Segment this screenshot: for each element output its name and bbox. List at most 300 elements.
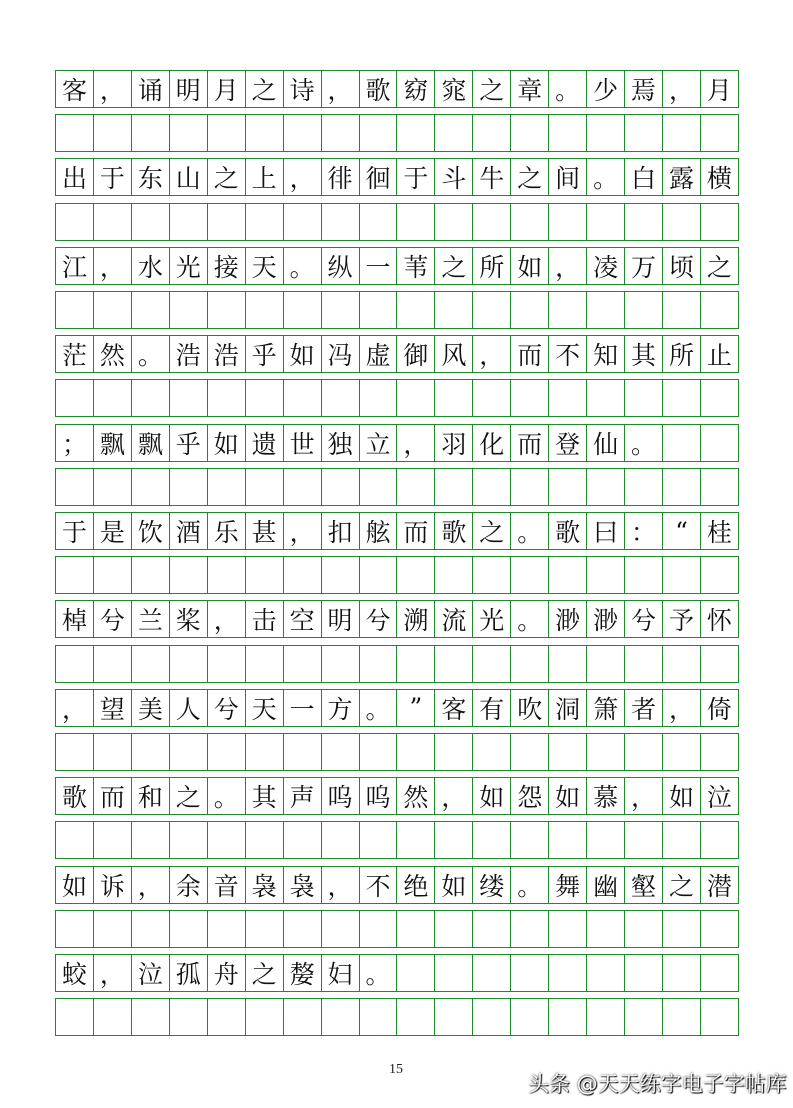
empty-cell <box>625 292 663 328</box>
character-cell: 窈 <box>397 71 435 107</box>
character-cell: 如 <box>208 425 246 461</box>
empty-cell <box>284 115 322 151</box>
empty-cell <box>208 557 246 593</box>
empty-cell <box>360 822 398 858</box>
character-cell: 倚 <box>706 694 732 724</box>
empty-cell <box>94 204 132 240</box>
character-cell: 之 <box>473 513 511 549</box>
character-cell: 之 <box>511 159 549 195</box>
character-cell: 而 <box>397 513 435 549</box>
practice-row <box>55 556 739 594</box>
empty-cell <box>132 822 170 858</box>
empty-cell <box>56 204 94 240</box>
character-cell: ， <box>94 955 132 991</box>
character-cell: 人 <box>170 690 208 726</box>
text-row <box>55 689 739 727</box>
character-cell: 凌 <box>587 248 625 284</box>
practice-row <box>55 645 739 683</box>
character-cell: 化 <box>473 425 511 461</box>
character-cell: 不 <box>360 867 398 903</box>
text-row <box>55 335 739 373</box>
character-cell: 音 <box>208 867 246 903</box>
empty-cell <box>473 380 511 416</box>
character-cell: 接 <box>208 248 246 284</box>
character-cell: “ <box>663 513 701 549</box>
character-cell: 客 <box>435 690 473 726</box>
character-cell: 渺 <box>587 601 625 637</box>
character-cell: 牛 <box>473 159 511 195</box>
character-cell: 。 <box>360 690 398 726</box>
empty-cell <box>56 646 94 682</box>
character-cell: 御 <box>397 336 435 372</box>
empty-cell <box>701 204 738 240</box>
empty-cell <box>132 204 170 240</box>
text-row <box>55 866 739 904</box>
empty-cell <box>94 380 132 416</box>
character-cell: 绝 <box>397 867 435 903</box>
character-cell: 月 <box>208 71 246 107</box>
empty-cell <box>397 380 435 416</box>
empty-cell <box>94 292 132 328</box>
character-cell: 慕 <box>587 778 625 814</box>
character-cell: ， <box>322 867 360 903</box>
character-cell <box>549 955 587 991</box>
empty-cell <box>208 469 246 505</box>
empty-cell <box>132 380 170 416</box>
character-cell: ， <box>208 601 246 637</box>
character-cell: ” <box>397 690 435 726</box>
character-cell: ， <box>625 778 663 814</box>
character-cell: 空 <box>284 601 322 637</box>
empty-cell <box>246 999 284 1035</box>
character-cell: 于 <box>56 513 94 549</box>
character-cell <box>625 955 663 991</box>
empty-cell <box>435 911 473 947</box>
character-cell: ， <box>435 778 473 814</box>
empty-cell <box>56 911 94 947</box>
empty-cell <box>549 734 587 770</box>
character-cell: 嫠 <box>284 955 322 991</box>
character-cell: 白 <box>625 159 663 195</box>
character-cell: 兮 <box>94 601 132 637</box>
empty-cell <box>208 204 246 240</box>
character-cell: ， <box>94 248 132 284</box>
character-cell: 诗 <box>284 71 322 107</box>
empty-cell <box>663 115 701 151</box>
character-cell <box>701 955 738 991</box>
empty-cell <box>284 734 322 770</box>
practice-row <box>55 733 739 771</box>
empty-cell <box>397 822 435 858</box>
empty-cell <box>360 646 398 682</box>
text-row <box>55 424 739 462</box>
character-cell: 露 <box>663 159 701 195</box>
empty-cell <box>170 115 208 151</box>
text-row <box>55 247 739 285</box>
empty-cell <box>511 204 549 240</box>
character-cell: 。 <box>625 425 663 461</box>
empty-cell <box>587 734 625 770</box>
empty-cell <box>284 911 322 947</box>
character-cell: 独 <box>322 425 360 461</box>
character-cell: 世 <box>284 425 322 461</box>
empty-cell <box>170 469 208 505</box>
character-cell: 有 <box>473 690 511 726</box>
empty-cell <box>208 646 246 682</box>
empty-cell <box>56 999 94 1035</box>
character-cell <box>663 425 701 461</box>
empty-cell <box>94 469 132 505</box>
empty-cell <box>587 380 625 416</box>
empty-cell <box>132 911 170 947</box>
character-cell: 纵 <box>322 248 360 284</box>
character-cell: 者 <box>625 690 663 726</box>
character-cell: 是 <box>94 513 132 549</box>
character-cell: 甚 <box>246 513 284 549</box>
empty-cell <box>246 911 284 947</box>
character-cell: 流 <box>435 601 473 637</box>
character-cell: 桂 <box>706 518 732 547</box>
empty-cell <box>397 734 435 770</box>
empty-cell <box>56 115 94 151</box>
character-cell: 其 <box>246 778 284 814</box>
empty-cell <box>397 557 435 593</box>
character-cell: 所 <box>663 336 701 372</box>
empty-cell <box>322 204 360 240</box>
character-cell: ， <box>549 248 587 284</box>
empty-cell <box>132 734 170 770</box>
character-cell: 之 <box>706 252 732 282</box>
empty-cell <box>511 822 549 858</box>
empty-cell <box>701 911 738 947</box>
practice-row <box>55 821 739 859</box>
empty-cell <box>625 557 663 593</box>
empty-cell <box>473 646 511 682</box>
text-row <box>55 512 739 550</box>
character-cell: 焉 <box>625 71 663 107</box>
character-cell: 吹 <box>511 690 549 726</box>
empty-cell <box>701 469 738 505</box>
empty-cell <box>511 911 549 947</box>
empty-cell <box>170 204 208 240</box>
character-cell: 兮 <box>625 601 663 637</box>
empty-cell <box>663 911 701 947</box>
character-cell <box>435 955 473 991</box>
character-cell: 诉 <box>94 867 132 903</box>
empty-cell <box>511 646 549 682</box>
character-cell <box>587 955 625 991</box>
empty-cell <box>435 822 473 858</box>
empty-cell <box>170 822 208 858</box>
character-cell: ， <box>473 336 511 372</box>
empty-cell <box>284 999 322 1035</box>
empty-cell <box>549 380 587 416</box>
character-cell: 歌 <box>435 513 473 549</box>
empty-cell <box>587 292 625 328</box>
character-cell: ， <box>663 690 701 726</box>
character-cell: 一 <box>360 248 398 284</box>
empty-cell <box>322 734 360 770</box>
page-number: 15 <box>389 1062 403 1077</box>
empty-cell <box>360 292 398 328</box>
character-cell: 洞 <box>549 690 587 726</box>
empty-cell <box>701 557 738 593</box>
empty-cell <box>132 469 170 505</box>
character-cell: 天 <box>246 248 284 284</box>
empty-cell <box>132 115 170 151</box>
empty-cell <box>701 999 738 1035</box>
empty-cell <box>56 380 94 416</box>
character-cell: 斗 <box>435 159 473 195</box>
empty-cell <box>132 557 170 593</box>
text-row <box>55 600 739 638</box>
empty-cell <box>625 999 663 1035</box>
character-cell: 顷 <box>663 248 701 284</box>
empty-cell <box>435 999 473 1035</box>
character-cell: 然 <box>397 778 435 814</box>
character-cell: 美 <box>132 690 170 726</box>
empty-cell <box>511 999 549 1035</box>
empty-cell <box>549 292 587 328</box>
empty-cell <box>170 292 208 328</box>
character-cell: 章 <box>511 71 549 107</box>
character-cell: 于 <box>397 159 435 195</box>
character-cell: 舞 <box>549 867 587 903</box>
character-cell: 幽 <box>587 867 625 903</box>
character-cell: 之 <box>170 778 208 814</box>
character-cell: 如 <box>435 867 473 903</box>
character-cell: 茫 <box>56 336 94 372</box>
character-cell: 飘 <box>94 425 132 461</box>
character-cell: 徘 <box>322 159 360 195</box>
character-cell: 出 <box>56 159 94 195</box>
empty-cell <box>701 380 738 416</box>
character-cell: 然 <box>94 336 132 372</box>
empty-cell <box>284 469 322 505</box>
empty-cell <box>663 734 701 770</box>
empty-cell <box>94 115 132 151</box>
empty-cell <box>170 646 208 682</box>
character-cell: 所 <box>473 248 511 284</box>
character-cell: 光 <box>170 248 208 284</box>
practice-row <box>55 114 739 152</box>
empty-cell <box>397 911 435 947</box>
empty-cell <box>246 469 284 505</box>
character-cell: 之 <box>246 955 284 991</box>
practice-row <box>55 291 739 329</box>
empty-cell <box>246 115 284 151</box>
character-cell: 泣 <box>132 955 170 991</box>
character-cell: 。 <box>511 867 549 903</box>
character-cell: 飘 <box>132 425 170 461</box>
character-cell: ， <box>94 71 132 107</box>
empty-cell <box>587 204 625 240</box>
character-cell: 光 <box>473 601 511 637</box>
character-cell: 兮 <box>208 690 246 726</box>
character-cell: 之 <box>435 248 473 284</box>
empty-cell <box>56 557 94 593</box>
character-cell: 渺 <box>549 601 587 637</box>
empty-cell <box>511 469 549 505</box>
character-cell <box>511 955 549 991</box>
character-cell: 羽 <box>435 425 473 461</box>
character-cell: 立 <box>360 425 398 461</box>
empty-cell <box>663 204 701 240</box>
empty-cell <box>511 734 549 770</box>
empty-cell <box>132 292 170 328</box>
empty-cell <box>625 911 663 947</box>
empty-cell <box>246 822 284 858</box>
character-cell: 风 <box>435 336 473 372</box>
watermark: 头条 @天天练字电子字帖库 <box>528 1072 787 1096</box>
empty-cell <box>246 646 284 682</box>
character-cell: 。 <box>549 71 587 107</box>
character-cell: 。 <box>208 778 246 814</box>
character-cell: 浩 <box>170 336 208 372</box>
character-cell: 。 <box>511 601 549 637</box>
practice-row <box>55 910 739 948</box>
empty-cell <box>284 557 322 593</box>
empty-cell <box>625 115 663 151</box>
empty-cell <box>473 115 511 151</box>
character-cell: 舟 <box>208 955 246 991</box>
empty-cell <box>587 999 625 1035</box>
empty-cell <box>473 911 511 947</box>
empty-cell <box>435 734 473 770</box>
empty-cell <box>132 999 170 1035</box>
character-cell: ， <box>284 159 322 195</box>
empty-cell <box>473 734 511 770</box>
empty-cell <box>322 646 360 682</box>
character-cell: 歌 <box>360 71 398 107</box>
character-cell: 怨 <box>511 778 549 814</box>
text-row <box>55 70 739 108</box>
character-cell: 击 <box>246 601 284 637</box>
character-cell: 如 <box>56 867 94 903</box>
empty-cell <box>435 204 473 240</box>
empty-cell <box>397 204 435 240</box>
character-cell: 酒 <box>170 513 208 549</box>
character-cell: 遗 <box>246 425 284 461</box>
empty-cell <box>94 557 132 593</box>
empty-cell <box>397 469 435 505</box>
empty-cell <box>473 469 511 505</box>
character-cell: ， <box>132 867 170 903</box>
empty-cell <box>587 115 625 151</box>
character-cell: 仙 <box>587 425 625 461</box>
empty-cell <box>549 646 587 682</box>
character-cell: 和 <box>132 778 170 814</box>
character-cell: 饮 <box>132 513 170 549</box>
empty-cell <box>435 469 473 505</box>
character-cell: 其 <box>625 336 663 372</box>
empty-cell <box>322 999 360 1035</box>
empty-cell <box>625 469 663 505</box>
character-cell: 。 <box>132 336 170 372</box>
character-cell: 呜 <box>322 778 360 814</box>
empty-cell <box>511 380 549 416</box>
character-cell: 如 <box>284 336 322 372</box>
empty-cell <box>94 646 132 682</box>
character-cell: 明 <box>322 601 360 637</box>
empty-cell <box>625 734 663 770</box>
empty-cell <box>701 292 738 328</box>
empty-cell <box>56 734 94 770</box>
character-cell: 声 <box>284 778 322 814</box>
empty-cell <box>511 292 549 328</box>
empty-cell <box>284 292 322 328</box>
empty-cell <box>56 822 94 858</box>
empty-cell <box>360 911 398 947</box>
character-cell: 诵 <box>132 71 170 107</box>
empty-cell <box>473 822 511 858</box>
empty-cell <box>56 469 94 505</box>
character-cell: 如 <box>663 778 701 814</box>
empty-cell <box>663 292 701 328</box>
empty-cell <box>625 646 663 682</box>
character-cell: 止 <box>706 341 732 371</box>
character-cell: 间 <box>549 159 587 195</box>
empty-cell <box>663 469 701 505</box>
empty-cell <box>435 380 473 416</box>
empty-cell <box>663 822 701 858</box>
empty-cell <box>94 911 132 947</box>
empty-cell <box>473 557 511 593</box>
character-cell: 而 <box>511 425 549 461</box>
empty-cell <box>360 469 398 505</box>
empty-cell <box>435 557 473 593</box>
character-cell: 孤 <box>170 955 208 991</box>
empty-cell <box>435 115 473 151</box>
empty-cell <box>322 557 360 593</box>
empty-cell <box>549 822 587 858</box>
character-cell: 方 <box>322 690 360 726</box>
character-cell: 泣 <box>706 783 732 813</box>
empty-cell <box>435 292 473 328</box>
empty-cell <box>549 115 587 151</box>
practice-row <box>55 998 739 1036</box>
practice-row <box>55 468 739 506</box>
character-cell: 袅 <box>284 867 322 903</box>
character-cell: 山 <box>170 159 208 195</box>
character-cell: 少 <box>587 71 625 107</box>
character-cell: 横 <box>706 164 732 194</box>
character-cell: 东 <box>132 159 170 195</box>
empty-cell <box>625 380 663 416</box>
empty-cell <box>56 292 94 328</box>
empty-cell <box>511 557 549 593</box>
empty-cell <box>435 646 473 682</box>
character-cell: 乎 <box>246 336 284 372</box>
character-cell: 蛟 <box>56 955 94 991</box>
character-cell: 而 <box>511 336 549 372</box>
empty-cell <box>473 999 511 1035</box>
empty-cell <box>246 380 284 416</box>
character-cell: ， <box>284 513 322 549</box>
empty-cell <box>397 292 435 328</box>
empty-cell <box>549 204 587 240</box>
empty-cell <box>587 911 625 947</box>
empty-cell <box>208 911 246 947</box>
character-cell: 扣 <box>322 513 360 549</box>
character-cell: 而 <box>94 778 132 814</box>
character-cell: 。 <box>511 513 549 549</box>
character-cell: 曰 <box>587 513 625 549</box>
empty-cell <box>208 292 246 328</box>
empty-cell <box>549 557 587 593</box>
character-cell: ， <box>322 71 360 107</box>
empty-cell <box>473 292 511 328</box>
